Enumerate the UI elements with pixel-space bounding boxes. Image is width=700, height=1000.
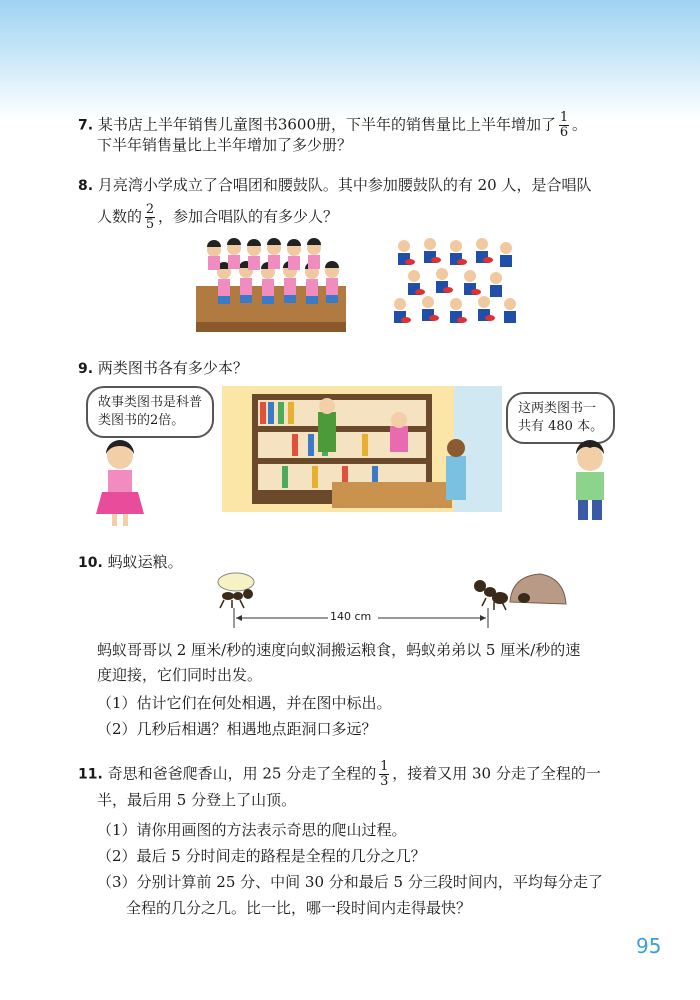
choir-illustration — [196, 236, 346, 332]
bubble-text: 共有 480 本。 — [518, 419, 604, 434]
problem-text: ，接着又用 30 分走了全程的一 — [392, 764, 601, 783]
numerator: 2 — [145, 202, 155, 217]
bubble-text: 这两类图书一 — [518, 401, 597, 416]
problem-number: 10. — [78, 555, 103, 571]
problem-10-title — [78, 552, 183, 573]
denominator: 3 — [380, 774, 389, 789]
page-number: 95 — [636, 934, 662, 958]
problem-8-line-2 — [97, 203, 338, 232]
problem-number: 11. — [78, 766, 103, 783]
problem-text: 奇思和爸爸爬香山，用 25 分走了全程的 — [107, 764, 377, 783]
anthill-rock — [510, 574, 566, 604]
problem-10-sub-2: （2）几秒后相遇？相遇地点距洞口多远？ — [97, 720, 377, 738]
problem-11-sub-3b: 全程的几分之几。比一比，哪一段时间内走得最快？ — [126, 899, 472, 917]
problem-text: 两类图书各有多少本？ — [97, 359, 248, 377]
problem-9-line-1 — [78, 358, 248, 379]
numerator: 1 — [380, 759, 389, 774]
speech-bubble-right — [506, 392, 615, 444]
numerator: 1 — [559, 110, 569, 125]
problem-10-sub-1: （1）估计它们在何处相遇，并在图中标出。 — [97, 694, 392, 712]
denominator: 6 — [559, 125, 569, 140]
problem-text: ，参加合唱队的有多少人？ — [158, 207, 339, 226]
ant-right — [474, 580, 508, 610]
problem-number: 8. — [78, 178, 94, 194]
girl-illustration — [90, 438, 150, 528]
problem-text: 月亮湾小学成立了合唱团和腰鼓队。其中参加腰鼓队的有 20 人，是合唱队 — [97, 176, 592, 194]
problem-number: 7. — [78, 117, 94, 134]
problem-text: 。 — [572, 115, 588, 134]
header-band — [0, 0, 700, 120]
drum-team-illustration — [384, 234, 524, 334]
problem-text: 某书店上半年销售儿童图书3600册，下半年的销售量比上半年增加了 — [97, 115, 557, 134]
problem-11-line-1 — [78, 760, 601, 789]
ant-with-grain-left — [218, 573, 254, 608]
problem-10-line-2: 度迎接，它们同时出发。 — [97, 666, 263, 684]
fraction — [559, 111, 569, 140]
problem-10-line-1: 蚂蚁哥哥以 2 厘米/秒的速度向蚁洞搬运粮食，蚂蚁弟弟以 5 厘米/秒的速 — [97, 641, 581, 659]
problem-11-sub-2: （2）最后 5 分时间走的路程是全程的几分之几？ — [97, 847, 426, 865]
distance-label: 140 cm — [330, 610, 372, 623]
speech-bubble-left — [86, 386, 214, 438]
ant-distance-diagram — [210, 568, 570, 632]
problem-number: 9. — [78, 361, 94, 377]
problem-text: 人数的 — [97, 207, 143, 226]
problem-11-sub-1: （1）请你用画图的方法表示奇思的爬山过程。 — [97, 821, 407, 839]
fraction — [145, 203, 155, 232]
denominator: 5 — [145, 217, 155, 232]
problem-11-sub-3a: （3）分别计算前 25 分、中间 30 分和最后 5 分三段时间内，平均每分走了 — [97, 873, 603, 891]
problem-7-line-2: 下半年销售量比上半年增加了多少册？ — [97, 136, 353, 154]
bubble-text: 类图书的2倍。 — [98, 413, 185, 428]
fraction — [379, 760, 389, 789]
problem-11-line-2: 半，最后用 5 分登上了山顶。 — [97, 791, 297, 809]
boy-illustration — [556, 440, 626, 524]
library-illustration — [222, 386, 502, 512]
problem-8-line-1 — [78, 175, 591, 196]
problem-text: 蚂蚁运粮。 — [107, 553, 183, 571]
bubble-text: 故事类图书是科普 — [98, 395, 203, 410]
